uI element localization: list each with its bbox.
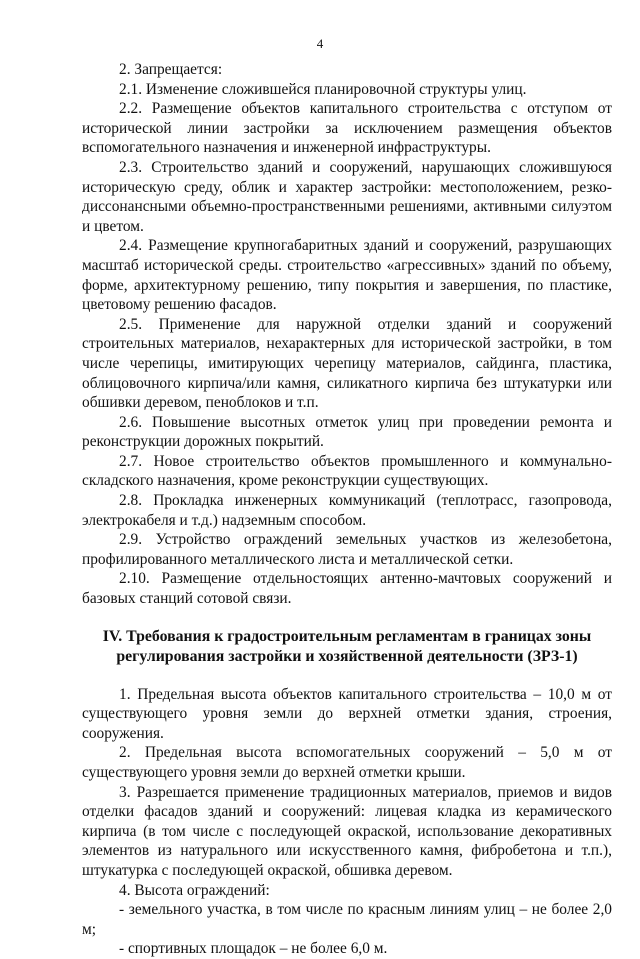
document-body	[82, 60, 612, 959]
requirement-item: 1. Предельная высота объектов капитального строительства – 10,0 м от существующего уровня земли до верхней отметки здания, строения, сооружения.	[82, 685, 612, 742]
page-number: 4	[316, 36, 324, 51]
prohibition-item: 2.5. Применение для наружной отделки зданий и сооружений строительных материалов, нехарактерных для исторической застройки, в том числе черепицы, имитирующих черепицу материалов, сайдинга, пластика, облицовочного кирпича/или камня, силикатного кирпича без штукатурки или обшивки деревом, пеноблоков и т.п.	[82, 315, 612, 412]
prohibition-item: 2.3. Строительство зданий и сооружений, нарушающих сложившуюся историческую среду, облик и характер застройки: местоположением, резко-диссонансными объемно-пространственными решениями, активными силуэтом и цветом.	[82, 158, 612, 235]
prohibition-item: 2.4. Размещение крупногабаритных зданий и сооружений, разрушающих масштаб исторической среды. строительство «агрессивных» зданий по объему, форме, архитектурному решению, типу покрытия и завершения, по пластике, цветовому решению фасадов.	[82, 237, 612, 314]
section-heading-line: регулирования застройки и хозяйственной деятельности (ЗРЗ-1)	[116, 647, 578, 665]
prohibition-item: 2.1. Изменение сложившейся планировочной структуры улиц.	[119, 80, 527, 98]
prohibition-item: 2.2. Размещение объектов капитального строительства с отступом от исторической линии застройки за исключением размещения объектов вспомогательного назначения и инженерной инфраструктуры.	[82, 100, 612, 157]
prohibition-item: 2.7. Новое строительство объектов промышленного и коммунально-складского назначения, кроме реконструкции существующих.	[82, 452, 612, 490]
prohibition-item: 2.8. Прокладка инженерных коммуникаций (теплотрасс, газопровода, электрокабеля и т.д.) надземным способом.	[82, 492, 612, 529]
requirement-item: 3. Разрешается применение традиционных материалов, приемов и видов отделки фасадов зданий и сооружений: лицевая кладка из керамического кирпича (в том числе с последующей окраской, использование декоративных элементов из натурального или искусственного камня, фибробетона и т.п.), штукатурка с последующей окраской, обшивка деревом.	[82, 783, 612, 879]
list-intro: 2. Запрещается:	[119, 61, 223, 78]
requirement-subitem: - земельного участка, в том числе по красным линиям улиц – не более 2,0 м;	[82, 901, 612, 938]
prohibition-item: 2.6. Повышение высотных отметок улиц при проведении ремонта и реконструкции дорожных покрытий.	[82, 413, 612, 451]
requirement-subitem: - спортивных площадок – не более 6,0 м.	[119, 940, 388, 958]
section-heading	[82, 627, 612, 667]
prohibition-item: 2.10. Размещение отдельностоящих антенно-мачтовых сооружений и базовых станций сотовой связи.	[82, 570, 612, 608]
prohibition-item: 2.9. Устройство ограждений земельных участков из железобетона, профилированного металлического листа и металлической сетки.	[82, 531, 612, 568]
requirement-item: 4. Высота ограждений:	[119, 881, 270, 899]
section-spacer	[82, 609, 612, 627]
requirement-item: 2. Предельная высота вспомогательных сооружений – 5,0 м от существующего уровня земли до верхней отметки крыши.	[82, 744, 612, 781]
section-heading-line: IV. Требования к градостроительным регламентам в границах зоны	[102, 627, 592, 645]
section-spacer	[82, 667, 612, 685]
